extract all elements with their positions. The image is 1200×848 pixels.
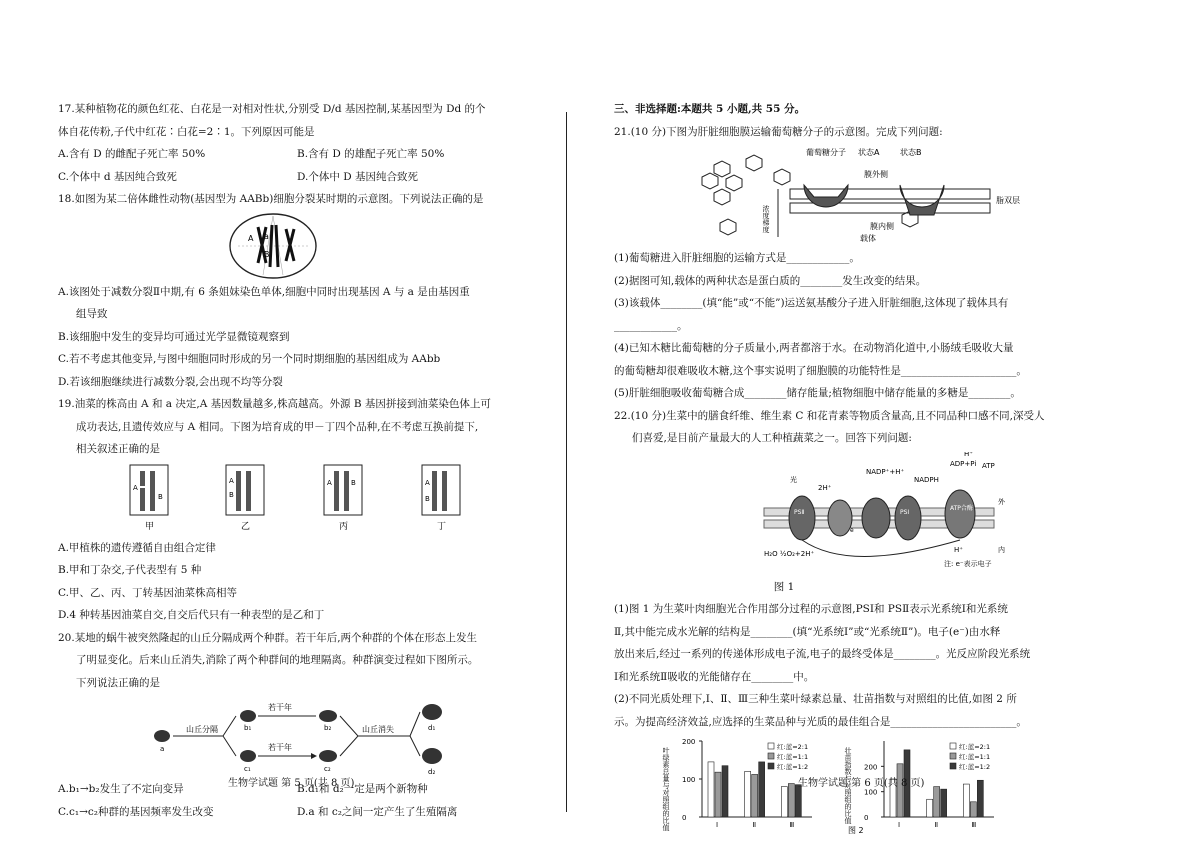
ps1-complex [895, 496, 921, 540]
rapeseed-cells-diagram [58, 463, 536, 535]
label-h-left: 2H⁺ [818, 483, 832, 492]
gene-label-a-upper: A [248, 233, 254, 243]
chart0-bar [708, 762, 714, 817]
cell-ding-gene-a: A [425, 478, 430, 487]
q18-option-c[interactable]: C.若不考虑其他变异,与图中细胞同时形成的另一个同时期细胞的基因组成为 AAbb [58, 353, 441, 365]
label-inside: 内 [998, 545, 1005, 554]
cell-yi-gene-a: A [229, 476, 234, 485]
chart0-legend-label: 红:蓝=1:2 [777, 763, 809, 771]
chart1-bar [970, 802, 976, 817]
chart0-category-label: Ⅲ [789, 821, 795, 829]
chart0-ylabel: 叶绿素总量与对照组的比值 [662, 747, 670, 831]
chart1-ytick-label: 100 [864, 788, 878, 797]
cell-ding [422, 465, 460, 532]
q19-option-c[interactable]: C.甲、乙、丙、丁转基因油菜株高相等 [58, 586, 237, 599]
q22-part1: (1)图 1 为生菜叶肉细胞光合作用部分过程的示意图,PSⅠ和 PSⅡ表示光系统Ⅰ和光系统 [614, 603, 1008, 615]
q22-part1-cont2: 放出来后,经过一系列的传递体形成电子流,电子的最终受体是________。光反应阶段光系统 [614, 648, 1031, 660]
chart0-legend-swatch [768, 763, 774, 769]
q19-figure [58, 463, 536, 535]
chart1-bar [934, 787, 940, 817]
chart0-bar [745, 771, 751, 817]
chart0-bar [752, 774, 758, 817]
snail-c2-icon [319, 750, 337, 762]
q22-part2-cont: 示。为提高经济效益,应选择的生菜品种与光质的最佳组合是________________________。 [614, 715, 1027, 728]
label-state-b: 状态B [900, 148, 922, 157]
left-column [58, 98, 536, 823]
q17-stem-cont: 体自花传粉,子代中红花∶白花=2∶1。下列原因可能是 [58, 125, 315, 138]
cell-jia-label: 甲 [145, 521, 155, 532]
label-d1: d₁ [428, 724, 436, 732]
footer-left: 生物学试题 第 5 页(共 8 页) [228, 778, 355, 789]
label-years1: 若干年 [268, 703, 292, 712]
q20-stem-end: 下列说法正确的是 [76, 676, 160, 689]
label-ps1: PSⅠ [900, 508, 910, 516]
label-note: 注: e⁻表示电子 [944, 559, 992, 568]
label-c1: c₁ [244, 765, 251, 773]
snail-speciation-diagram [58, 696, 536, 776]
q22-stem-cont: 们喜爱,是目前产量最大的人工种植蔬菜之一。回答下列问题: [632, 432, 912, 444]
q17-option-d[interactable]: D.个体中 D 基因纯合致死 [297, 170, 418, 183]
q22-part1-cont3: Ⅰ和光系统Ⅱ吸收的光能储存在________中。 [614, 670, 815, 683]
q17-option-b[interactable]: B.含有 D 的雄配子死亡率 50% [297, 148, 445, 160]
cell-yi-gene-b: B [229, 490, 234, 499]
chart1-bar [963, 784, 969, 817]
q18-option-d[interactable]: D.若该细胞继续进行减数分裂,会出现不均等分裂 [58, 375, 283, 388]
q22-part2: (2)不同光质处理下,Ⅰ、Ⅱ、Ⅲ三种生菜叶绿素总量、壮苗指数与对照组的比值,如图 2 所 [614, 693, 1017, 705]
label-h-top: H⁺ [964, 451, 973, 458]
cell-ding-gene-b: B [425, 494, 430, 503]
q17-options-row2 [58, 166, 536, 189]
photosynthesis-membrane-diagram [614, 452, 1114, 574]
chart0-bar [722, 766, 728, 817]
chart0-legend-label: 红:蓝=1:1 [777, 753, 809, 761]
q21-part4-cont: 的葡萄糖却很难吸收木糖,这个事实说明了细胞膜的功能特性是______________________。 [614, 364, 1027, 377]
label-nadph: NADPH [914, 475, 939, 484]
cell-jia [130, 465, 168, 532]
q21-part1: (1)葡萄糖进入肝脏细胞的运输方式是____________。 [614, 252, 860, 264]
q18-option-b[interactable]: B.该细胞中发生的变异均可通过光学显微镜观察到 [58, 330, 290, 343]
chart0-category-label: Ⅰ [716, 821, 719, 829]
q22-part1-cont1: Ⅱ,其中能完成水光解的结构是________(填“光系统Ⅰ”或“光系统Ⅱ”)。电子(e⁻)由水释 [614, 625, 1001, 638]
label-split: 山丘分隔 [186, 725, 218, 734]
q17 [58, 98, 536, 188]
chart1-category-label: Ⅱ [934, 821, 939, 829]
q22 [614, 405, 1114, 836]
cell-ding-label: 丁 [437, 521, 447, 532]
label-gradient: 浓度梯度 [762, 205, 770, 233]
cell-bing-label: 丙 [339, 521, 349, 532]
label-a: a [160, 745, 165, 753]
gene-label-a-lower: a [264, 231, 269, 241]
label-h-bottom: H⁺ [954, 545, 963, 554]
q19-stem-end: 相关叙述正确的是 [76, 443, 160, 455]
q18-figure [58, 213, 536, 279]
label-state-a: 状态A [858, 148, 880, 157]
chart1-legend-label: 红:蓝=1:2 [959, 763, 991, 771]
q21-figure [614, 145, 1114, 245]
chart0-bar [788, 784, 794, 817]
q17-option-c[interactable]: C.个体中 d 基因纯合致死 [58, 170, 177, 183]
chart0-ytick-label: 0 [682, 814, 687, 822]
label-gone: 山丘消失 [362, 725, 394, 734]
exam-sheet [58, 98, 1143, 835]
q19-option-b[interactable]: B.甲和丁杂交,子代表型有 5 种 [58, 564, 202, 576]
cell-jia-gene-b: B [158, 492, 163, 501]
q20-option-b[interactable]: B.d₁和 d₂一定是两个新物种 [297, 783, 428, 795]
snail-d2-icon [422, 748, 442, 764]
q21-part3-cont: ____________。 [614, 319, 688, 332]
label-outer: 膜外侧 [864, 170, 888, 179]
cell-jia-gene-a: A [133, 483, 138, 492]
q18-stem: 18.如图为某二倍体雌性动物(基因型为 AABb)细胞分裂某时期的示意图。下列说法正确的是 [58, 193, 484, 205]
chart1-legend-label: 红:蓝=2:1 [959, 743, 991, 751]
cell-division-diagram [58, 213, 536, 279]
label-b2: b₂ [324, 724, 332, 732]
cell-bing-gene-b: B [351, 478, 356, 487]
label-atp: ATP [982, 461, 995, 470]
chart1-ytick-label: 0 [864, 814, 869, 822]
label-years2: 若干年 [268, 743, 292, 752]
label-inner: 膜内侧 [870, 222, 894, 231]
q20-stem-cont: 了明显变化。后来山丘消失,消除了两个种群间的地理隔离。种群演变过程如下图所示。 [76, 654, 479, 666]
q22-figure1 [614, 452, 1114, 574]
q20-option-c[interactable]: C.c₁→c₂种群的基因频率发生改变 [58, 805, 214, 818]
chart0-legend-label: 红:蓝=2:1 [777, 743, 809, 751]
label-electron: e [850, 526, 854, 534]
chart0-bar [759, 762, 765, 817]
q19-option-d[interactable]: D.4 种转基因油菜自交,自交后代只有一种表型的是乙和丁 [58, 609, 325, 621]
q21-part4: (4)已知木糖比葡萄糖的分子质量小,两者都溶于水。在动物消化道中,小肠绒毛吸收大量 [614, 342, 1014, 354]
gene-label-b: B [264, 249, 270, 259]
q22-stem: 22.(10 分)生菜中的膳食纤维、维生素 C 和花青素等物质含量高,且不同品种口感不同,深受人 [614, 409, 1045, 422]
snail-b2-icon [319, 710, 337, 722]
label-bilayer: 脂双层 [996, 196, 1020, 205]
snail-a-icon [154, 730, 170, 742]
label-d2: d₂ [428, 768, 436, 776]
figure1-caption: 图 1 [773, 580, 795, 593]
cell-yi-label: 乙 [241, 521, 251, 532]
footer-right: 生物学试题 第 6 页(共 8 页) [798, 778, 925, 789]
label-c2: c₂ [324, 765, 331, 773]
right-column [614, 98, 1114, 837]
chart0-legend-swatch [768, 743, 774, 749]
q21-part3: (3)该载体________(填“能”或“不能”)运送氨基酸分子进入肝脏细胞,这体现了载体具有 [614, 297, 1009, 309]
snail-c1-icon [240, 750, 256, 762]
label-light: 光 [790, 475, 797, 484]
cell-bing [324, 465, 362, 532]
chart1-bar [977, 780, 983, 817]
figure2-caption: 图 2 [848, 826, 864, 835]
snail-b1-icon [240, 710, 256, 722]
label-glucose: 葡萄糖分子 [806, 148, 846, 157]
section-heading: 三、非选择题:本题共 5 小题,共 55 分。 [614, 103, 806, 115]
q19-stem: 19.油菜的株高由 A 和 a 决定,A 基因数量越多,株高越高。外源 B 基因拼接到油菜染色体上可 [58, 398, 491, 410]
chart0-bar [781, 787, 787, 817]
q21 [614, 121, 1114, 405]
glucose-transport-diagram [614, 145, 1114, 245]
label-adp: ADP+Pi [950, 459, 977, 468]
label-atp-synth: ATP合酶 [950, 504, 973, 512]
snail-d1-icon [422, 704, 442, 720]
label-water: H₂O ½O₂+2H⁺ [764, 549, 815, 558]
chart1-legend-swatch [950, 763, 956, 769]
q21-part5: (5)肝脏细胞吸收葡萄糖合成________储存能量;植物细胞中储存能量的多糖是________。 [614, 387, 1021, 399]
q18-option-a-cont: 组导致 [76, 308, 108, 320]
chart1-category-label: Ⅰ [898, 821, 901, 829]
label-outside: 外 [998, 497, 1005, 506]
label-nadp: NADP⁺+H⁺ [866, 467, 905, 476]
q20-option-d[interactable]: D.a 和 c₂之间一定产生了生殖隔离 [297, 805, 458, 818]
chart0-ytick-label: 200 [682, 738, 696, 746]
q20-option-a[interactable]: A.b₁→b₂发生了不定向变异 [58, 783, 184, 795]
q20 [58, 627, 536, 824]
cell-bing-gene-a: A [327, 478, 332, 487]
q20-stem: 20.某地的蜗牛被突然隆起的山丘分隔成两个种群。若干年后,两个种群的个体在形态上发生 [58, 631, 478, 644]
q18 [58, 188, 536, 393]
q21-part2: (2)据图可知,载体的两种状态是蛋白质的________发生改变的结果。 [614, 274, 927, 287]
q17-options-row1 [58, 143, 536, 166]
q20-options-row2 [58, 801, 536, 824]
chart1-category-label: Ⅲ [971, 821, 977, 829]
q17-option-a[interactable]: A.含有 D 的雌配子死亡率 50% [58, 148, 206, 160]
label-b1: b₁ [244, 724, 252, 732]
chart1-bar [897, 764, 903, 817]
q17-stem: 17.某种植物花的颜色红花、白花是一对相对性状,分别受 D/d 基因控制,某基因型为 Dd 的个 [58, 103, 486, 115]
q18-option-a[interactable]: A.该图处于减数分裂Ⅱ中期,有 6 条姐妹染色单体,细胞中同时出现基因 A 与 a 是由基因重 [58, 285, 470, 298]
chart1-ylabel: 壮苗指数与对照组的比值 [844, 747, 852, 824]
cell-yi [226, 465, 264, 532]
q19-option-a[interactable]: A.甲植株的遗传遵循自由组合定律 [58, 541, 216, 554]
chart0-bar [795, 785, 801, 817]
q21-stem: 21.(10 分)下图为肝脏细胞膜运输葡萄糖分子的示意图。完成下列问题: [614, 125, 943, 138]
ps2-complex [789, 496, 815, 540]
chart0-legend-swatch [768, 753, 774, 759]
q20-figure [58, 696, 536, 776]
chart0-ytick-label: 100 [682, 776, 696, 784]
column-divider [566, 112, 567, 812]
q19-stem-cont: 成功表达,且遗传效应与 A 相同。下图为培育成的甲－丁四个品种,在不考虑互换前提下, [76, 420, 479, 433]
chart1-ytick-label: 200 [864, 763, 878, 772]
chart1-bar [927, 799, 933, 817]
label-carrier: 载体 [860, 234, 876, 243]
label-ps2: PSⅡ [794, 508, 805, 516]
chart0-bar [715, 772, 721, 817]
chart1-legend-swatch [950, 753, 956, 759]
atp-synthase [945, 490, 975, 538]
chart0-category-label: Ⅱ [752, 821, 757, 829]
chart1-legend-swatch [950, 743, 956, 749]
chart1-bar [941, 789, 947, 817]
chart1-legend-label: 红:蓝=1:1 [959, 753, 991, 761]
